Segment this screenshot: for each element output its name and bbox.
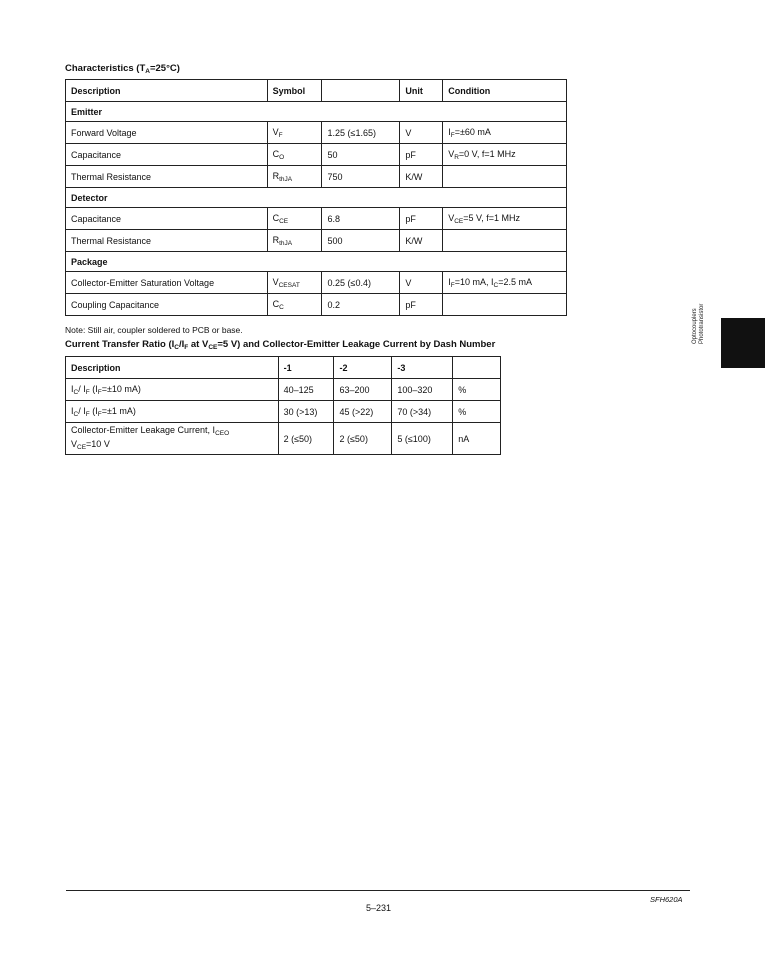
row-symbol: $V_F$ <box>267 122 322 144</box>
section-row <box>66 102 567 122</box>
row-description: Thermal Resistance <box>66 230 268 252</box>
row-unit: pF <box>400 294 443 316</box>
header-dash-1: -1 <box>278 357 334 379</box>
row-unit: K/W <box>400 166 443 188</box>
footer-rule <box>66 890 690 891</box>
row-description: Collector-Emitter Saturation Voltage <box>66 272 268 294</box>
table-row <box>66 294 567 316</box>
header-symbol: Symbol <box>267 80 322 102</box>
row-symbol: $R_{thJA}$ <box>267 230 322 252</box>
header-description: Description <box>66 80 268 102</box>
row-description: Collector-Emitter Leakage Current, $I_{CEO}$ $V_{CE}=10$ V <box>66 423 279 455</box>
section-package: Package <box>66 252 567 272</box>
table-row <box>66 379 501 401</box>
table-header-row <box>66 357 501 379</box>
header-description: Description <box>66 357 279 379</box>
table-row <box>66 230 567 252</box>
characteristics-table <box>65 79 567 316</box>
table-row <box>66 208 567 230</box>
row-unit: V <box>400 272 443 294</box>
row-value-dash-3: 100–320 <box>392 379 453 401</box>
side-tab-label: Optocouplers Phototransistor <box>692 303 705 344</box>
row-value-dash-3: 70 (>34) <box>392 401 453 423</box>
row-description: Coupling Capacitance <box>66 294 268 316</box>
row-condition: $V_{CE}=5$ V, f=1 MHz <box>443 208 567 230</box>
section-row <box>66 188 567 208</box>
row-unit: V <box>400 122 443 144</box>
row-condition <box>443 294 567 316</box>
doc-number: SFH620A <box>650 895 683 904</box>
header-value <box>322 80 400 102</box>
row-description: $I_C/$ $I_F$ ($I_F=\pm 10$ mA) <box>66 379 279 401</box>
row-value-dash-2: 45 (>22) <box>334 401 392 423</box>
row-value: 0.25 (≤0.4) <box>322 272 400 294</box>
table-row <box>66 122 567 144</box>
row-condition <box>443 230 567 252</box>
row-value-dash-1: 30 (>13) <box>278 401 334 423</box>
row-value-dash-2: 63–200 <box>334 379 392 401</box>
ctr-title: Current Transfer Ratio ($I_C/I_F$ at $V_{CE}=5$ V) and Collector-Emitter Leakage Current by Dash Number <box>65 339 496 351</box>
row-description: Forward Voltage <box>66 122 268 144</box>
table-row <box>66 166 567 188</box>
row-symbol: $C_C$ <box>267 294 322 316</box>
row-unit: % <box>453 401 501 423</box>
row-symbol: $C_O$ <box>267 144 322 166</box>
header-unit: Unit <box>400 80 443 102</box>
row-condition <box>443 166 567 188</box>
side-tab-marker <box>721 318 765 368</box>
row-description: Capacitance <box>66 208 268 230</box>
header-condition: Condition <box>443 80 567 102</box>
row-symbol: $V_{CESAT}$ <box>267 272 322 294</box>
row-value: 500 <box>322 230 400 252</box>
page-number: 5–231 <box>366 903 392 913</box>
header-dash-2: -2 <box>334 357 392 379</box>
row-unit: nA <box>453 423 501 455</box>
table-row <box>66 401 501 423</box>
row-condition: $V_R=0$ V, f=1 MHz <box>443 144 567 166</box>
row-unit: pF <box>400 144 443 166</box>
row-value: 50 <box>322 144 400 166</box>
row-description: Thermal Resistance <box>66 166 268 188</box>
header-unit <box>453 357 501 379</box>
row-symbol: $C_{CE}$ <box>267 208 322 230</box>
row-value: 1.25 (≤1.65) <box>322 122 400 144</box>
row-value: 6.8 <box>322 208 400 230</box>
row-value: 0.2 <box>322 294 400 316</box>
row-symbol: $R_{thJA}$ <box>267 166 322 188</box>
row-description: Capacitance <box>66 144 268 166</box>
row-value-dash-2: 2 (≤50) <box>334 423 392 455</box>
table-note: Note: Still air, coupler soldered to PCB or base. <box>65 325 243 335</box>
row-value-dash-1: 2 (≤50) <box>278 423 334 455</box>
table-row <box>66 423 501 455</box>
row-value-dash-3: 5 (≤100) <box>392 423 453 455</box>
row-unit: pF <box>400 208 443 230</box>
section-row <box>66 252 567 272</box>
header-dash-3: -3 <box>392 357 453 379</box>
row-unit: K/W <box>400 230 443 252</box>
table-row <box>66 144 567 166</box>
table-header-row <box>66 80 567 102</box>
row-condition: $I_F=10$ mA, $I_C=2.5$ mA <box>443 272 567 294</box>
row-condition: $I_F=\pm 60$ mA <box>443 122 567 144</box>
row-description: $I_C/$ $I_F$ ($I_F=\pm 1$ mA) <box>66 401 279 423</box>
characteristics-title: Characteristics $(T_A=25^\circ C)$ <box>65 63 180 75</box>
table-row <box>66 272 567 294</box>
row-value: 750 <box>322 166 400 188</box>
row-value-dash-1: 40–125 <box>278 379 334 401</box>
ctr-table <box>65 356 501 455</box>
section-emitter: Emitter <box>66 102 567 122</box>
section-detector: Detector <box>66 188 567 208</box>
row-unit: % <box>453 379 501 401</box>
